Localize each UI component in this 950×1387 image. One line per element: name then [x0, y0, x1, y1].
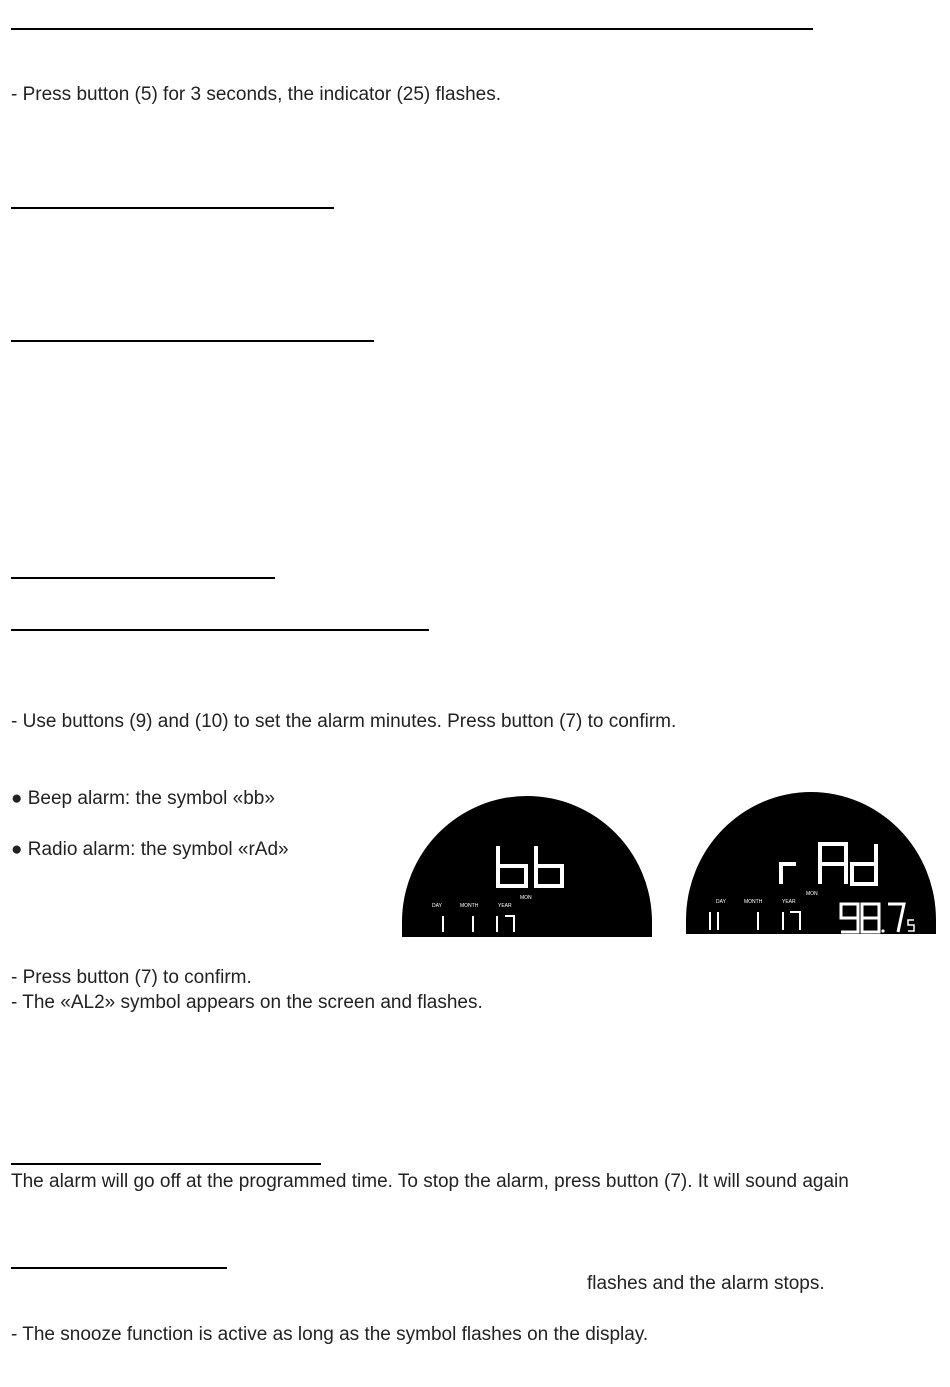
text-flashes-alarm-stops: flashes and the alarm stops.	[587, 1273, 825, 1294]
heading-rule	[11, 577, 275, 579]
instruction-press-button-7: - Press button (7) to confirm.	[11, 967, 252, 988]
beep-alarm-display	[402, 796, 652, 937]
heading-rule	[11, 28, 813, 30]
heading-rule	[11, 1163, 321, 1165]
beep-alarm-display-image	[402, 796, 652, 937]
radio-alarm-display-image	[686, 792, 936, 934]
radio-display-month-label: MONTH	[744, 899, 763, 905]
instruction-snooze-active: - The snooze function is active as long as the symbol flashes on the display.	[11, 1324, 649, 1345]
heading-rule	[11, 629, 429, 631]
radio-display-day-label: DAY	[716, 899, 726, 905]
beep-display-year-label: YEAR	[498, 903, 512, 909]
radio-display-year-label: YEAR	[782, 899, 796, 905]
bullet-beep-alarm: ● Beep alarm: the symbol «bb»	[11, 788, 275, 809]
bullet-radio-alarm: ● Radio alarm: the symbol «rAd»	[11, 839, 289, 860]
heading-rule	[11, 207, 334, 209]
beep-display-mon-label: MON	[520, 895, 532, 901]
beep-display-month-label: MONTH	[460, 903, 479, 909]
beep-display-day-label: DAY	[432, 903, 442, 909]
instruction-press-button-5: - Press button (5) for 3 seconds, the indicator (25) flashes.	[11, 84, 502, 105]
heading-rule	[11, 340, 374, 342]
radio-alarm-display	[686, 792, 936, 934]
paragraph-alarm-off: The alarm will go off at the programmed time. To stop the alarm, press button (7). It will sound again	[11, 1171, 849, 1192]
radio-display-mon-label: MON	[806, 891, 818, 897]
heading-rule	[11, 1267, 227, 1269]
instruction-al2-symbol: - The «AL2» symbol appears on the screen and flashes.	[11, 992, 483, 1013]
instruction-set-minutes: - Use buttons (9) and (10) to set the alarm minutes. Press button (7) to confirm.	[11, 711, 677, 732]
